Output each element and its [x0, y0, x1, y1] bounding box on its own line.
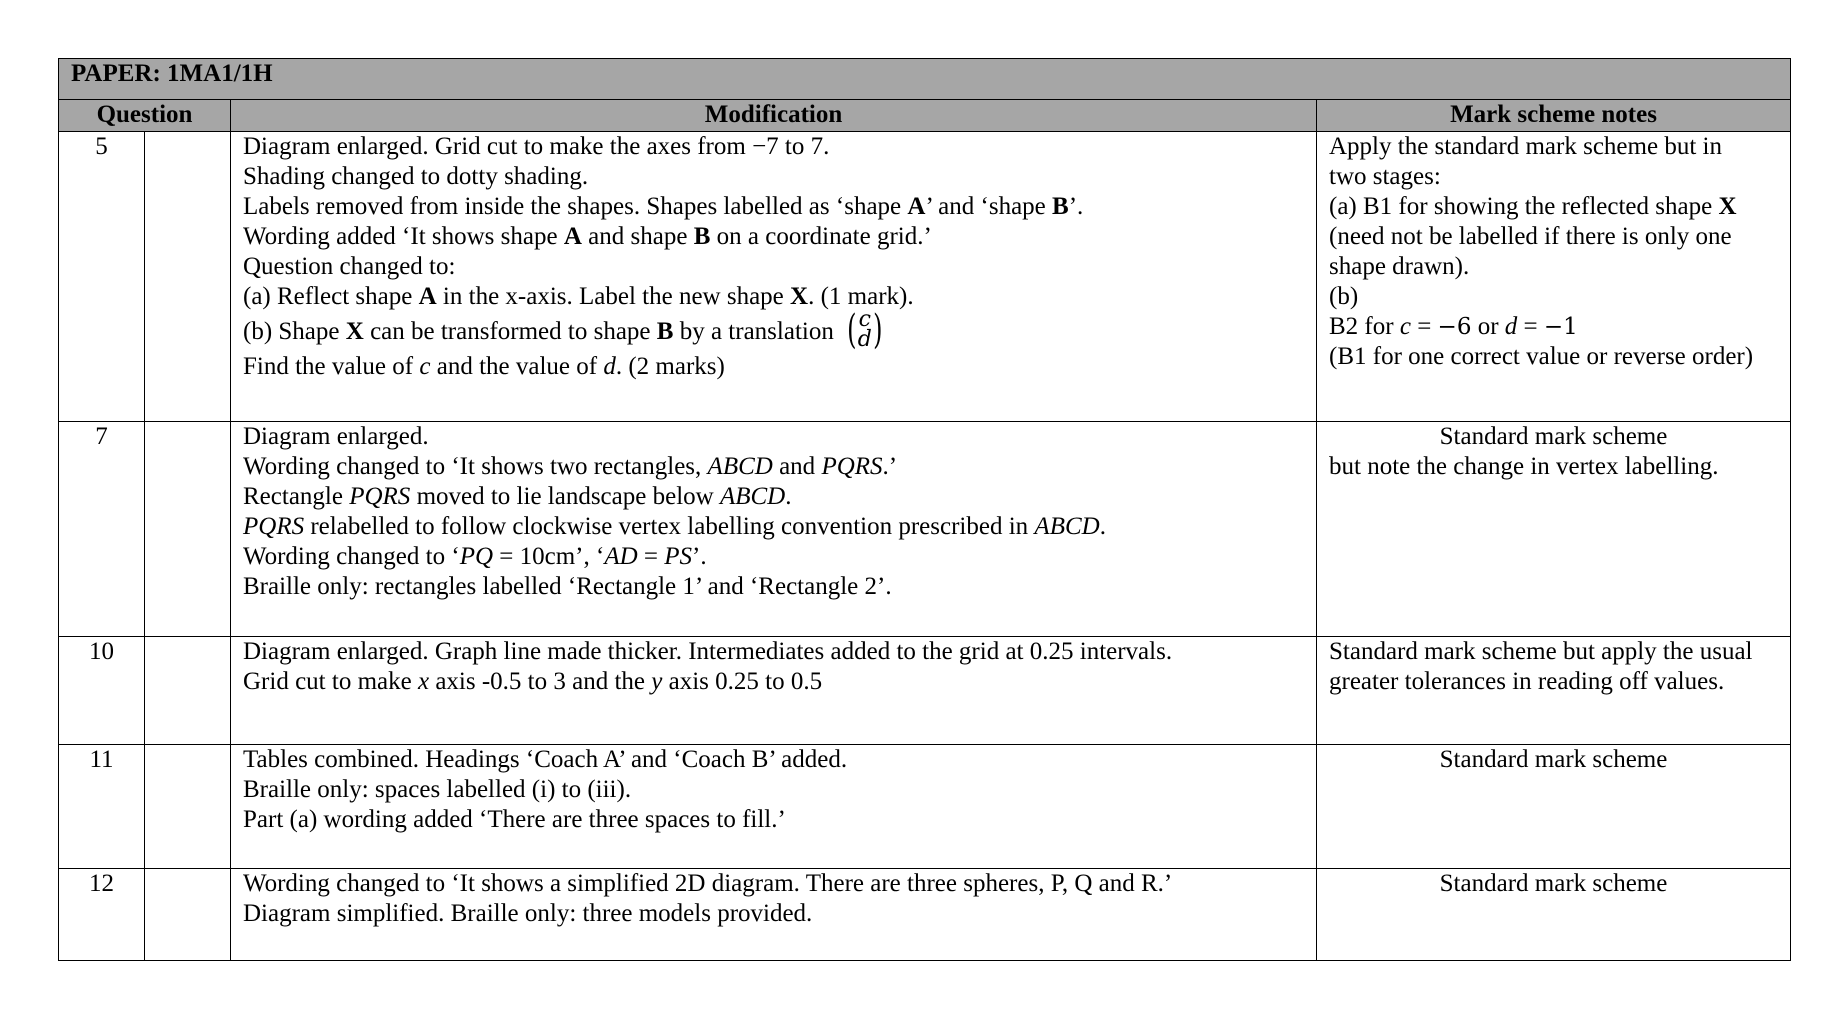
- modification-cell: [231, 422, 1317, 637]
- mod-line: Braille only: rectangles labelled ‘Rectangle 1’ and ‘Rectangle 2’.: [243, 573, 892, 600]
- notes-cell: [1317, 745, 1791, 869]
- note-line: Standard mark scheme: [1439, 746, 1668, 773]
- mod-line: (b) Shape X can be transformed to shape B by a translation ( c d ): [243, 312, 1304, 352]
- mod-line: Wording changed to ‘PQ = 10cm’, ‘AD = PS’.: [243, 543, 707, 570]
- modification-header: Modification: [231, 100, 1317, 132]
- note-line: (need not be labelled if there is only one: [1329, 223, 1732, 250]
- table-row: [59, 869, 1791, 961]
- question-subpart: [145, 869, 231, 961]
- modification-cell: [231, 745, 1317, 869]
- notes-cell: [1317, 637, 1791, 745]
- note-line: (a) B1 for showing the reflected shape X: [1329, 193, 1737, 220]
- question-subpart: [145, 422, 231, 637]
- vector-top: c: [858, 307, 871, 333]
- notes-cell: [1317, 132, 1791, 422]
- note-line: Standard mark scheme: [1439, 423, 1668, 450]
- mod-line: Diagram simplified. Braille only: three models provided.: [243, 900, 813, 927]
- note-line: Standard mark scheme: [1439, 870, 1668, 897]
- question-subpart: [145, 132, 231, 422]
- question-header: Question: [59, 100, 231, 132]
- note-line: (B1 for one correct value or reverse order): [1329, 343, 1754, 370]
- mod-line: Tables combined. Headings ‘Coach A’ and ‘Coach B’ added.: [243, 746, 848, 773]
- translation-vector: ( c d ): [847, 307, 883, 354]
- note-line: Standard mark scheme but apply the usual: [1329, 638, 1753, 665]
- modification-cell: [231, 869, 1317, 961]
- mod-line: Wording changed to ‘It shows a simplified 2D diagram. There are three spheres, P, Q and R.’: [243, 870, 1173, 897]
- mod-line: Rectangle PQRS moved to lie landscape below ABCD.: [243, 483, 792, 510]
- vector-bottom: d: [857, 327, 872, 353]
- mod-line: Wording added ‘It shows shape A and shape B on a coordinate grid.’: [243, 223, 932, 250]
- mod-line: Diagram enlarged. Grid cut to make the axes from −7 to 7.: [243, 133, 830, 160]
- note-line: B2 for c = −6 or d = −1: [1329, 313, 1578, 340]
- mod-line: Diagram enlarged. Graph line made thicker. Intermediates added to the grid at 0.25 intervals.: [243, 638, 1173, 665]
- question-subpart: [145, 745, 231, 869]
- mod-line: (a) Reflect shape A in the x-axis. Label the new shape X. (1 mark).: [243, 283, 914, 310]
- note-line: Apply the standard mark scheme but in: [1329, 133, 1722, 160]
- question-subpart: [145, 637, 231, 745]
- question-number: 5: [59, 132, 145, 422]
- header-row: [59, 100, 1791, 132]
- note-line: but note the change in vertex labelling.: [1329, 453, 1719, 480]
- modifications-sheet: [58, 58, 1790, 961]
- mod-line: PQRS relabelled to follow clockwise vertex labelling convention prescribed in ABCD.: [243, 513, 1106, 540]
- table-row: [59, 745, 1791, 869]
- note-line: (b): [1329, 283, 1359, 310]
- table-row: [59, 637, 1791, 745]
- notes-cell: [1317, 869, 1791, 961]
- mod-line: Labels removed from inside the shapes. Shapes labelled as ‘shape A’ and ‘shape B’.: [243, 193, 1084, 220]
- mod-line: Braille only: spaces labelled (i) to (iii).: [243, 776, 632, 803]
- notes-header: Mark scheme notes: [1317, 100, 1791, 132]
- mod-line: Question changed to:: [243, 253, 456, 280]
- table-row: [59, 422, 1791, 637]
- paper-label: PAPER: 1MA1/1H: [59, 59, 1791, 100]
- modification-cell: [231, 637, 1317, 745]
- note-line: greater tolerances in reading off values.: [1329, 668, 1725, 695]
- paper-row: [59, 59, 1791, 100]
- question-number: 11: [59, 745, 145, 869]
- table-row: [59, 132, 1791, 422]
- notes-cell: [1317, 422, 1791, 637]
- mod-line: Find the value of c and the value of d. (2 marks): [243, 353, 725, 380]
- question-number: 12: [59, 869, 145, 961]
- mod-line: Part (a) wording added ‘There are three spaces to fill.’: [243, 806, 786, 833]
- question-number: 10: [59, 637, 145, 745]
- mod-line: Grid cut to make x axis -0.5 to 3 and the y axis 0.25 to 0.5: [243, 668, 823, 695]
- question-number: 7: [59, 422, 145, 637]
- mod-line: Diagram enlarged.: [243, 423, 429, 450]
- modification-cell: [231, 132, 1317, 422]
- mod-line: Shading changed to dotty shading.: [243, 163, 589, 190]
- mod-line: Wording changed to ‘It shows two rectangles, ABCD and PQRS.’: [243, 453, 898, 480]
- note-line: two stages:: [1329, 163, 1441, 190]
- note-line: shape drawn).: [1329, 253, 1470, 280]
- modifications-table: [58, 58, 1791, 961]
